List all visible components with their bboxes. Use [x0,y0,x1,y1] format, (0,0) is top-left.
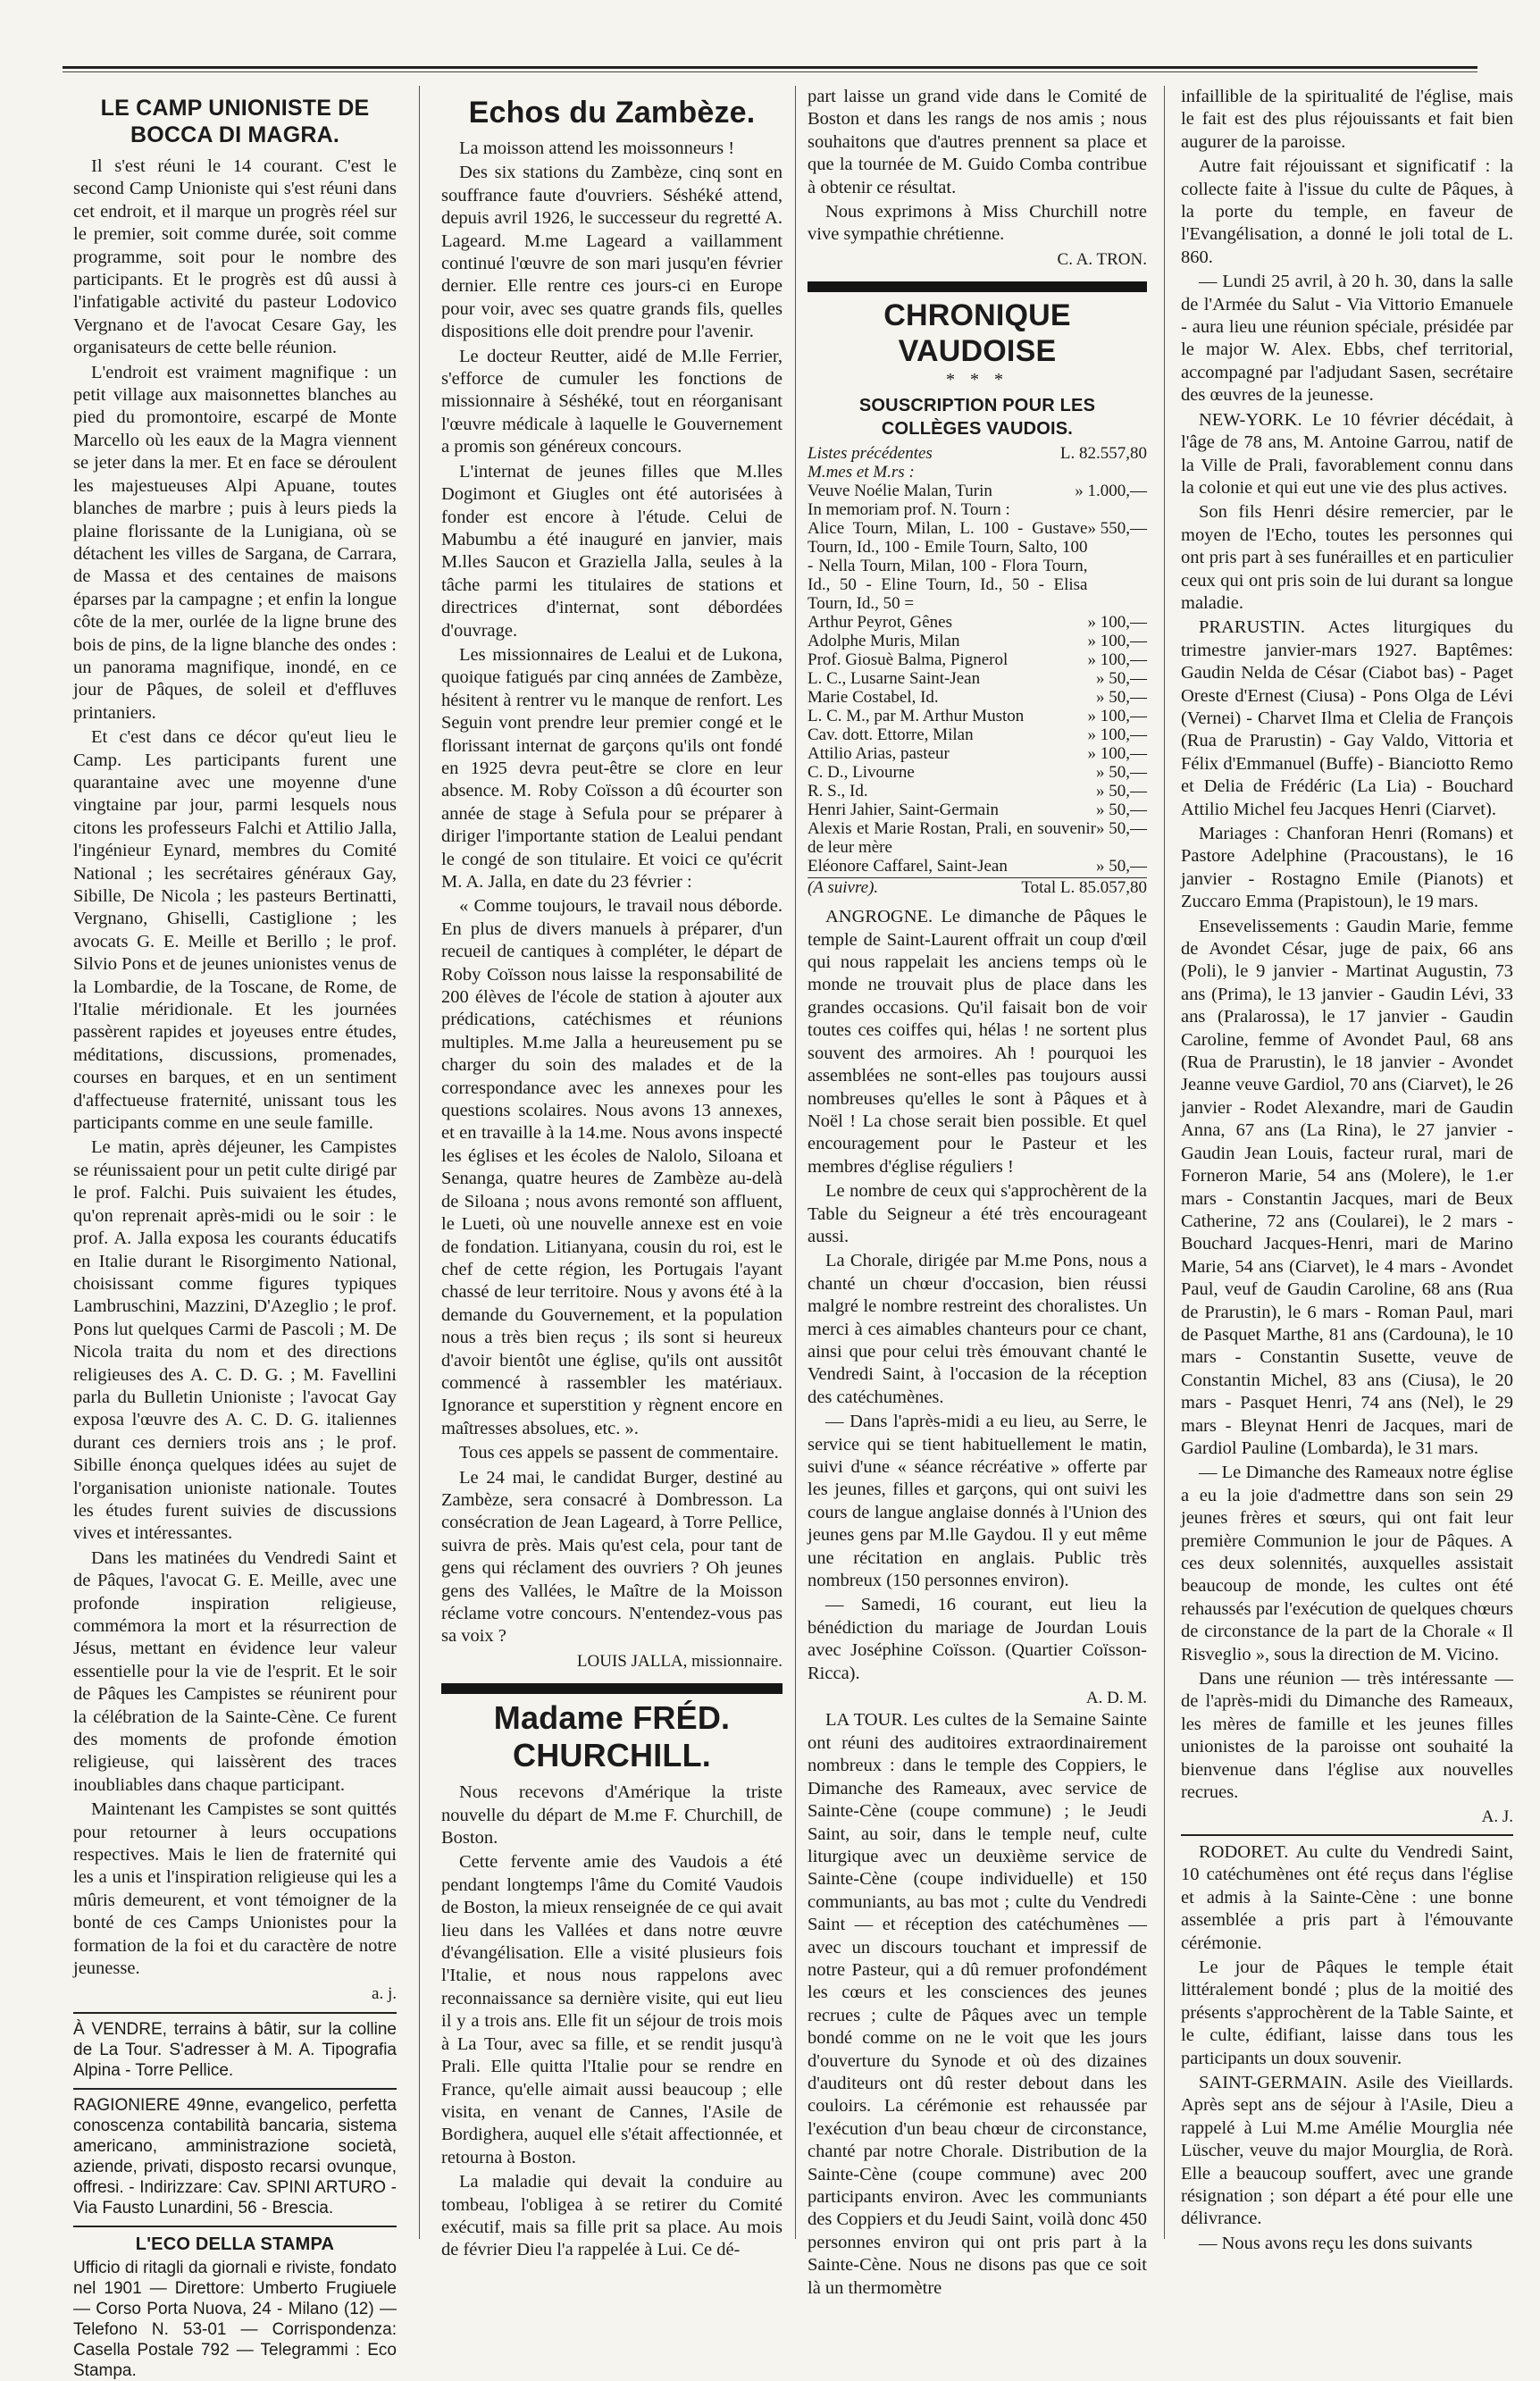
paragraph: LA TOUR. Les cultes de la Semaine Sainte ont réuni des auditoires extraordinairement nombreux : dans le temple des Coppiers, le Dimanche des Rameaux, avec service de Sainte-Cène (coupe commune) ; le Jeudi Saint, au soir, dans le temple neuf, culte liturgique avec un deuxième service de Sainte-Cène (coupe individuelle) et 150 communiants, au bas mot ; culte du Vendredi Saint — et réception des catéchumènes — avec un discours touchant et impressif de notre Pasteur, qui a dû remuer profondément les cœurs et les consciences des jeunes recrues ; culte de Pâques avec un temple bondé comme on ne le voit que les jours d'ouverture du Synode et où des dizaines d'auditeurs ont dû rester debout dans les couloirs. La cérémonie est rehaussée par l'exécution d'un beau chœur de circonstance, chanté par notre Chorale. Distribution de la Sainte-Cène (coupe commune) avec 200 participants environ. Avec les communiants des Coppiers et du Jeudi Saint, voilà donc 450 personnes environ qui ont pris part à la Sainte-Cène. Nous ne disons pas que ce soit là un thermomètre [808,1710,1147,2298]
ad-title: L'ECO DELLA STAMPA [135,2234,335,2254]
paragraph: — Lundi 25 avril, à 20 h. 30, dans la salle de l'Armée du Salut - Via Vittorio Emanuele - aura lieu une réunion spéciale, présidée par le major W. Alex. Ebbs, chef territorial, accompagné par l'adjudant Sasen, secrétaire des œuvres de la jeunesse. [1181,272,1513,406]
paragraph: Nous recevons d'Amérique la triste nouvelle du départ de M.me F. Churchill, de Boston. [441,1782,783,1849]
column-3 [808,86,1147,2298]
subscription-row [808,444,1147,463]
paragraph: NEW-YORK. Le 10 février décédait, à l'âge de 78 ans, M. Antoine Garrou, natif de la Ville de Prali, favorablement connu dans la colonie et qui eut une vie des plus actives. [1181,409,1513,498]
subscription-amount: » 100,— [1087,632,1147,651]
paragraph: Il s'est réuni le 14 courant. C'est le second Camp Unioniste qui s'est réuni dans cet endroit, et il marque un progrès réel sur le premier, soit comme durée, soit comme programme, soit pour le nombre des participants. Et le progrès est dû aussi à l'infatigable activité du pasteur Lodovico Vergnano et de l'avocat Cesare Gay, les organisateurs de cette belle réunion. [73,156,397,358]
column-divider [795,86,796,2239]
subscription-name: Eléonore Caffarel, Saint-Jean [808,857,1008,876]
column-divider [1164,86,1165,2239]
paragraph: Et c'est dans ce décor qu'eut lieu le Camp. Les participants furent une quarantaine avec une moyenne d'une vingtaine par jour, parmi lesquels nous citons les professeurs Falchi et Attilio Jalla, l'ingénieur Eynard, membres du Comité National ; les secrétaires généraux Gay, Sibille, De Nicola ; les pasteurs Bertinatti, Vergnano, Ghiselli, Castiglione ; les avocats G. E. Meille et Berillo ; le prof. Silvio Pons et de jeunes unionistes venus de la Lombardie, de la Toscane, de Rome, de l'Italie méridionale. Et les journées passèrent rapides et joyeuses entre études, méditations, discussions, promenades, courses en barques, et en un sentiment d'affectueuse fraternité, unissant tous les participants comme en une seule famille. [73,727,397,1134]
article-title: LE CAMP UNIONISTE DE BOCCA DI MAGRA. [100,96,370,147]
paragraph: Dans les matinées du Vendredi Saint et de Pâques, l'avocat G. E. Meille, avec une profonde inspiration religieuse, commémora la mort et la résurrection de Jésus, mettant en évidence leur valeur essentielle pour la vie de l'esprit. Et le soir de Pâques les Campistes se réunirent pour la célébration de la Sainte-Cène. Ce furent des moments de profonde émotion religieuse, qui laissèrent des traces inoubliables dans chaque participant. [73,1547,397,1795]
subscription-name: Alexis et Marie Rostan, Prali, en souvenir de leur mère [808,819,1096,858]
subscription-amount: » 50,— [1096,857,1147,876]
section-rule [1181,1834,1513,1836]
subscription-amount: » 50,— [1096,819,1147,839]
paragraph: Mariages : Chanforan Henri (Romans) et Pastore Adelphine (Pracoustans), le 16 janvier - Rostagno Emile (Pianots) et Zuccaro Emma (Prapistoun), le 19 mars. [1181,824,1513,912]
subscription-name: Arthur Peyrot, Gênes [808,613,952,633]
subscription-heading: M.mes et M.rs : [808,463,915,482]
signature: C. A. TRON. [1057,249,1147,269]
paragraph: Des six stations du Zambèze, cinq sont en souffrance faute d'ouvriers. Séshéké attend, depuis avril 1926, le successeur du regretté A. Lageard. M.me Lageard a vaillamment continué l'œuvre de son mari jusqu'en février dernier. Elle rentre ces jours-ci en Europe pour voir, avec ses quatre grands fils, quelles dispositions elle doit prendre pour l'avenir. [441,163,783,342]
classified-ad: Ufficio di ritagli da giornali e riviste, fondato nel 1901 — Direttore: Umberto Frugiuele — Corso Porta Nuova, 24 - Milano (12) — Telefono N. 53-01 — Corrispondenza: Casella Postale 792 — Telegrammi : Eco Stampa. [73,2258,397,2380]
subscription-amount: » 50,— [1096,782,1147,801]
column-2 [441,86,783,2260]
ad-separator [73,2226,397,2227]
ad-separator [73,2088,397,2090]
subscription-row [808,613,1147,632]
paragraph: L'endroit est vraiment magnifique : un petit village aux maisonnettes blanches au pied du promontoire, escarpé de Monte Marcello où les eaux de la Magra viennent se jeter dans la mer. Et en face se déroulent les majestueuses Alpi Apuane, toutes blanches de marbre ; puis à leurs pieds la plaine florissante de la Lunigiana, où se détachent les villes de Sargana, de Carrara, de Massa et des centaines de maisons éparses par la campagne ; et enfin la longue côte de la mer, ourlée de la ligne brune des bois de pins, de la ligne blanche des ondes : un panorama magnifique, inondé, en ce jour de Pâques, de soleil et d'effluves printaniers. [73,362,397,723]
paragraph: L'internat de jeunes filles que M.lles Dogimont et Giugles ont été autorisées à fonder est encore à l'étude. Celui de Mabumbu a été inauguré en janvier, mais M.lles Saucon et Graziella Jalla, seules à la tâche parmi les titulaires de stations et directrices d'internat, sont débordées d'ouvrage. [441,461,783,641]
subscription-amount: » 50,— [1096,688,1147,708]
ornament: * * * [946,370,1009,390]
subscription-amount: » 50,— [1096,763,1147,783]
article-title: Echos du Zambèze. [468,96,756,130]
signature: LOUIS JALLA, missionnaire. [576,1651,783,1671]
subscription-name: Alice Tourn, Milan, L. 100 - Gustave Tourn, Id., 100 - Emile Tourn, Salto, 100 - Nella Tourn, Milan, 100 - Flora Tourn, Id., 50 - Eline Tourn, Id., 50 - Elisa Tourn, Id., 50 = [808,519,1088,614]
article-title: Madame FRÉD. CHURCHILL. [493,1699,731,1774]
top-rule [63,66,1477,69]
column-4 [1181,86,1513,2253]
paragraph: PRARUSTIN. Actes liturgiques du trimestre janvier-mars 1927. Baptêmes: Gaudin Nelda de César (Ciabot bas) - Paget Oreste d'Ernest (Ciusa) - Pons Olga de Lévi (Vernei) - Charvet Ilma et Clelia de François (Rua de Prarustin) - Gay Valdo, Vittoria et Félix d'Emmanuel (Buffe) - Bianciotto Remo et Delia de Frédéric (La Lia) - Bouchard Attilio Michel feu Jacques Henri (Ciarvet). [1181,617,1513,819]
subscription-amount: » 1.000,— [1075,482,1147,501]
subscription-name: L. C. M., par M. Arthur Muston [808,707,1025,726]
subscription-name: Marie Costabel, Id. [808,688,939,708]
spacer [808,897,1147,906]
paragraph: — Samedi, 16 courant, eut lieu la bénédiction du mariage de Jourdan Louis avec Joséphine Coïsson. (Quartier Coïsson-Ricca). [808,1595,1147,1683]
paragraph: La Chorale, dirigée par M.me Pons, nous a chanté un chœur d'occasion, bien réussi malgré le nombre restreint des choralistes. Un merci à ces aimables chanteurs pour ce chant, ainsi que pour celui très émouvant chanté le Vendredi Saint, à l'occasion de la réception des catéchumènes. [808,1251,1147,1407]
paragraph: — Le Dimanche des Rameaux notre église a eu la joie d'admettre dans son sein 29 jeunes frères et sœurs, qui ont fait leur première Communion le jour de Pâques. A ces deux solennités, auxquelles assistait beaucoup de monde, les cultes ont été rehaussés par l'exécution de quelques chœurs de circonstance de la part de la Chorale « Il Risveglio », sous la direction de M. Vicino. [1181,1463,1513,1664]
subscription-amount: » 550,— [1087,519,1147,539]
paragraph: Maintenant les Campistes se sont quittés pour retourner à leurs occupations respectives. Mais le lien de fraternité qui les a unis et l'inspiration religieuse qui les a mûris demeurent, et vont témoigner de la bonté de ces Camps Unionistes pour la formation de la foi et du caractère de notre jeunesse. [73,1799,397,1979]
subscription-label: Listes précédentes [808,444,933,464]
paragraph: — Nous avons reçu les dons suivants [1199,2233,1473,2253]
classified-ad: À VENDRE, terrains à bâtir, sur la colline de La Tour. S'adresser à M. A. Tipografia Alpina - Torre Pellice. [73,2019,397,2080]
subscription-row [808,519,1147,613]
paragraph: La moisson attend les moissonneurs ! [459,138,735,158]
paragraph: Tous ces appels se passent de commentaire. [459,1443,779,1463]
subscription-name: Veuve Noélie Malan, Turin [808,482,992,501]
subscription-name: Henri Jahier, Saint-Germain [808,801,999,820]
subscription-name: Adolphe Muris, Milan [808,632,960,651]
paragraph: ANGROGNE. Le dimanche de Pâques le temple de Saint-Laurent offrait un coup d'œil qui nous rappelait les anciens temps où le monde ne trouvait plus de place dans les grandes occasions. Qu'il faisait bon de voir toutes ces coiffes qui, hélas ! ne sortent plus souvent des armoires. Ah ! pourquoi les assemblées ne sont-elles pas toujours aussi nombreuses qu'elles le sont à Pâques et à Noël ! La chose serait bien possible. Et quel encouragement pour le Pasteur et les membres d'église réguliers ! [808,907,1147,1177]
signature: A. J. [1481,1807,1513,1827]
subscription-name: R. S., Id. [808,782,868,801]
paragraph: Le docteur Reutter, aidé de M.lle Ferrier, s'efforce de cumuler les fonctions de missionnaire à Séshéké, tout en réorganisant l'œuvre médicale à laquelle le Gouvernement a promis son généreux concours. [441,346,783,457]
classified-ad: RAGIONIERE 49nne, evangelico, perfetta conoscenza contabilità bancaria, sistema americano, amministrazione società, aziende, privati, disposto recarsi ovunque, offresi. - Indirizzare: Cav. SPINI ARTURO - Via Fausto Lunardini, 56 - Brescia. [73,2095,397,2218]
paragraph: Cette fervente amie des Vaudois a été pendant longtemps l'âme du Comité Vaudois de Boston, la mieux renseignée de ce qui avait lieu dans les Vallées et dans notre œuvre d'évangélisation. Elle a visité plusieurs fois l'Italie, et nous nous rappelons avec reconnaissance sa dernière visite, qui eut lieu il y a trois ans. Elle fit un séjour de trois mois à La Tour, avec sa fille, et se rendit jusqu'à Prali. Elle quitta l'Italie pour se rendre en France, qu'elle aimait aussi beaucoup ; elle visita, en venant de Cannes, l'Asile de Bordighera, auquel elle s'était affectionnée, et retourna à Boston. [441,1852,783,2167]
column-1 [73,86,397,2380]
signature: A. D. M. [1085,1689,1147,1708]
subscription-amount: » 100,— [1087,650,1147,670]
ad-separator [73,2012,397,2014]
paragraph: « Comme toujours, le travail nous déborde. En plus de divers manuels à préparer, d'un recueil de cantiques à compléter, le départ de Roby Coïsson nous laisse la responsabilité de 200 élèves de l'école de station à ajouter aux prédications, catéchismes et réunions multiples. M.me Jalla a heureusement pu se charger du soin des malades et de la correspondance avec les annexes pour les questions scolaires. Nous avons 13 annexes, et en travaille à la 14.me. Nous avons inspecté les églises et les écoles de Nalolo, Siloana et Senanga, quatre heures de Zambèze au-delà de Siloana ; nous avons remonté son affluent, le Lueti, où une nouvelle annexe est en voie de fondation. Litianyana, cousin du roi, est le chef de cette région, les Portugais l'ayant chassé de leur territoire. Nous y avons été à la demande du Gouvernement, et la population nous a très bien reçus ; ils sont si heureux d'avoir bientôt une église, qu'ils ont aussitôt commencé à rassembler les matériaux. Ignorance et superstition y règnent encore en maîtresses absolues, etc. ». [441,896,783,1438]
subscription-name: L. C., Lusarne Saint-Jean [808,669,981,689]
paragraph: Le 24 mai, le candidat Burger, destiné au Zambèze, sera consacré à Dombresson. La consécration de Jean Lageard, à Torre Pellice, suivra de près. Mais qu'est cela, pour tant de gens qui réclament des ouvriers ? Oh jeunes gens des Vallées, le Maître de la Moisson réclame votre concours. N'entendez-vous pas sa voix ? [441,1467,783,1647]
paragraph: Le matin, après déjeuner, les Campistes se réunissaient pour un petit culte dirigé par le prof. Falchi. Puis suivaient les études, qu'on reprenait après-midi ou le soir : le prof. A. Jalla exposa les courants éducatifs en Italie durant le Risorgimento National, choisissant comme figures typiques Lambruschini, Mazzini, D'Azeglio ; le prof. Pons lut quelques Carmi de Pascoli ; M. De Nicola traita du nom et des directions religieuses des A. C. D. G. ; M. Favellini parla du Bulletin Unioniste ; l'avocat Gay exposa l'œuvre des A. C. D. G. italiennes durant ces derniers trois ans ; le prof. Sibille énonça quelques idées au sujet de l'organisation unioniste nationale. Toutes les études furent suivies de discussions vives et intéressantes. [73,1137,397,1544]
subscription-follow: (A suivre). [808,878,879,898]
subsection-title: SOUSCRIPTION POUR LES COLLÈGES VAUDOIS. [858,396,1096,440]
section-title: CHRONIQUE VAUDOISE [883,298,1071,369]
paragraph: SAINT-GERMAIN. Asile des Vieillards. Après sept ans de séjour à l'Asile, Dieu a rappelé à Lui M.me Amélie Mourglia née Lüscher, veuve du major Mourglia, de Rorà. Elle a beaucoup souffert, avec une grande résignation ; son départ a été pour elle une délivrance. [1181,2072,1513,2229]
paragraph: infaillible de la spiritualité de l'église, mais le fait est des plus réjouissants et fait bien augurer de la paroisse. [1181,87,1513,152]
subscription-row [808,819,1147,857]
paragraph: — Dans l'après-midi a eu lieu, au Serre, le service qui se tient habituellement le matin, suivi d'une « séance récréative » offerte par les jeunes, filles et garçons, qui ont suivi les cours de langue anglaise donnés à l'Union des jeunes gens par M.lle Gaydou. Il y eut même une récitation en anglais. Public très nombreux (150 personnes environ). [808,1412,1147,1591]
subscription-total-row [808,877,1147,897]
subscription-name: Attilio Arias, pasteur [808,744,950,764]
subscription-row [808,482,1147,500]
section-bar [441,1683,783,1694]
subscription-amount: » 100,— [1087,613,1147,633]
subscription-row [808,782,1147,801]
subscription-row [808,725,1147,744]
subscription-row [808,632,1147,650]
subscription-name: Cav. dott. Ettorre, Milan [808,725,974,745]
subscription-row [808,707,1147,725]
subscription-amount: » 100,— [1087,707,1147,726]
subscription-list [808,482,1147,876]
paragraph: Ensevelissements : Gaudin Marie, femme de Avondet César, juge de paix, 66 ans (Poli), le 9 janvier - Martinat Augustin, 73 ans (Prima), le 13 janvier - Gaudin Lévi, 33 ans (Pralarossa), le 17 janvier - Gaudin Caroline, femme of Avondet Paul, 68 ans (Rua de Prarustin), le 18 janvier - Avondet Jeanne veuve Gardiol, 70 ans (Ciarvet), le 26 janvier - Rodet Alexandre, mari de Gaudin Anna, 67 ans (La Rina), le 27 janvier - Gaudin Jean Louis, facteur rural, mari de Forneron Marie, 54 ans (Molere), le 1.er mars - Constantin Jacques, mari de Beux Catherine, 72 ans (Coularei), le 2 mars - Bouchard Jacques-Henri, mari de Marino Marie, 54 ans (Ciarvet), le 4 mars - Avondet Paul, veuf de Gaudin Caroline, 68 ans (Rua de Prarustin), le 6 mars - Roman Paul, mari de Pasquet Marthe, 81 ans (Cardouna), le 10 mars - Constantin Susette, veuve de Constantin Michel, 83 ans (Ciusa), le 20 mars - Pasquet Henri, 74 ans (Nel), le 29 mars - Bleynat Henri de Jacques, mari de Gardiol Pauline (Lombarda), le 31 mars. [1181,916,1513,1458]
paragraph: Le nombre de ceux qui s'approchèrent de la Table du Seigneur a été très encourageant aussi. [808,1181,1147,1246]
paragraph: part laisse un grand vide dans le Comité de Boston et dans les rangs de nos amis ; nous souhaitons que d'autres prennent sa place et que la tournée de M. Guido Comba contribue à obtenir ce résultat. [808,87,1147,197]
subscription-row [808,669,1147,688]
paragraph: Les missionnaires de Lealui et de Lukona, quoique fatigués par cinq années de Zambèze, hésitent à rentrer vu le manque de renfort. Les Seguin vont prendre leur premier congé et le florissant internat de garçons qu'ils ont fondé en 1925 devra peut-être se clore en leur absence. M. Roby Coïsson a dû écourter son année de stage à Sefula pour se préparer à diriger l'importante station de Lealui pendant le congé de son titulaire. Et voici ce qu'écrit M. A. Jalla, en date du 23 février : [441,644,783,892]
paragraph: La maladie qui devait la conduire au tombeau, l'obligea à se retirer du Comité exécutif, mais sa fille prit sa place. Au mois de février Dieu l'a rappelée à Lui. Ce dé- [441,2172,783,2260]
paragraph: Dans une réunion — très intéressante — de l'après-midi du Dimanche des Rameaux, les mères de famille et les jeunes filles unionistes de la paroisse ont souhaité la bienvenue dans l'église aux nouvelles recrues. [1181,1669,1513,1803]
subscription-total: Total L. 85.057,80 [1021,878,1147,898]
subscription-amount: » 100,— [1087,744,1147,764]
paragraph: Son fils Henri désire remercier, par le moyen de l'Echo, toutes les personnes qui ont pris part à ses funérailles et en particulier ceux qui ont pris soin de lui durant sa longue maladie. [1181,502,1513,613]
column-divider [419,86,420,2239]
subscription-name: C. D., Livourne [808,763,915,783]
subscription-name: In memoriam prof. N. Tourn : [808,500,1010,520]
paragraph: Le jour de Pâques le temple était littéralement bondé ; plus de la moitié des présents s'approchèrent de la Table Sainte, et le culte, édifiant, laisse dans tous les participants un doux souvenir. [1181,1957,1513,2068]
subscription-row [808,744,1147,763]
signature: a. j. [372,1983,397,2003]
subscription-row [808,763,1147,782]
subscription-amount: » 50,— [1096,801,1147,820]
subscription-row [808,650,1147,669]
subscription-amount: » 50,— [1096,669,1147,689]
paragraph: RODORET. Au culte du Vendredi Saint, 10 catéchumènes ont été reçus dans l'église et admis à la Sainte-Cène : une bonne assemblée a pris part à l'émouvante cérémonie. [1181,1841,1513,1953]
paragraph: Nous exprimons à Miss Churchill notre vive sympathie chrétienne. [808,202,1147,245]
subscription-amount: L. 82.557,80 [1059,444,1147,464]
subscription-row [808,801,1147,819]
subscription-row [808,857,1147,876]
subscription-amount: » 100,— [1087,725,1147,745]
top-rule-thin [63,71,1477,72]
subscription-name: Prof. Giosuè Balma, Pignerol [808,650,1009,670]
paragraph: Autre fait réjouissant et significatif : la collecte faite à l'issue du culte de Pâques, à la porte du temple, en faveur de l'Evangélisation, a donné le joli total de L. 860. [1181,156,1513,267]
subscription-row [808,500,1147,519]
section-bar [808,281,1147,292]
subscription-row [808,688,1147,707]
